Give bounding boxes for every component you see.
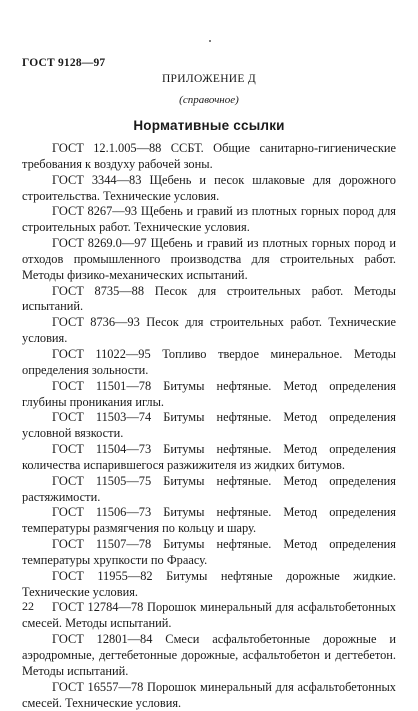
reference-item: ГОСТ 11506—73 Битумы нефтяные. Метод определения температуры размягчения по кольцу и шару.: [22, 505, 396, 536]
reference-item: ГОСТ 11955—82 Битумы нефтяные дорожные жидкие. Технические условия.: [22, 568, 396, 599]
reference-item: ГОСТ 8736—93 Песок для строительных работ. Технические условия.: [22, 315, 396, 346]
reference-item: ГОСТ 3344—83 Щебень и песок шлаковые для дорожного строительства. Технические условия.: [22, 172, 396, 203]
appendix-label: ПРИЛОЖЕНИЕ Д: [161, 73, 257, 85]
reference-item: ГОСТ 12784—78 Порошок минеральный для асфальтобетонных смесей. Методы испытаний.: [22, 600, 396, 631]
reference-item: ГОСТ 16557—78 Порошок минеральный для асфальтобетонных смесей. Технические условия.: [22, 679, 396, 710]
reference-item: ГОСТ 11022—95 Топливо твердое минеральное. Методы определения зольности.: [22, 346, 396, 377]
reference-item: ГОСТ 12.1.005—88 ССБТ. Общие санитарно-гигиенические требования к воздуху рабочей зоны.: [22, 141, 396, 171]
reference-item: ГОСТ 11501—78 Битумы нефтяные. Метод определения глубины проникания иглы.: [22, 378, 396, 409]
reference-item: ГОСТ 8735—88 Песок для строительных работ. Методы испытаний.: [22, 283, 396, 314]
scan-speck: [209, 40, 211, 42]
reference-item: ГОСТ 11504—73 Битумы нефтяные. Метод определения количества испарившегося разжижителя из жидких битумов.: [22, 442, 396, 472]
reference-item: ГОСТ 11503—74 Битумы нефтяные. Метод определения условной вязкости.: [22, 410, 396, 441]
page-number: 22: [22, 599, 34, 613]
reference-item: ГОСТ 11505—75 Битумы нефтяные. Метод определения растяжимости.: [22, 473, 396, 504]
reference-item: ГОСТ 12801—84 Смеси асфальтобетонные дорожные и аэродромные, дегтебетонные дорожные, асфальтобетон и дегтебетон. Методы испытаний.: [22, 632, 396, 678]
reference-item: ГОСТ 11507—78 Битумы нефтяные. Метод определения температуры хрупкости по Фраасу.: [22, 537, 396, 567]
references-list: [22, 141, 396, 711]
appendix-note: (справочное): [179, 94, 239, 106]
running-header: ГОСТ 9128—97: [22, 57, 106, 69]
reference-item: ГОСТ 8269.0—97 Щебень и гравий из плотных горных пород и отходов промышленного производства для строительных работ. Методы физико-механических испытаний.: [22, 236, 396, 282]
reference-item: ГОСТ 8267—93 Щебень и гравий из плотных горных пород для строительных работ. Технические условия.: [22, 204, 396, 235]
section-title: Нормативные ссылки: [133, 118, 285, 133]
